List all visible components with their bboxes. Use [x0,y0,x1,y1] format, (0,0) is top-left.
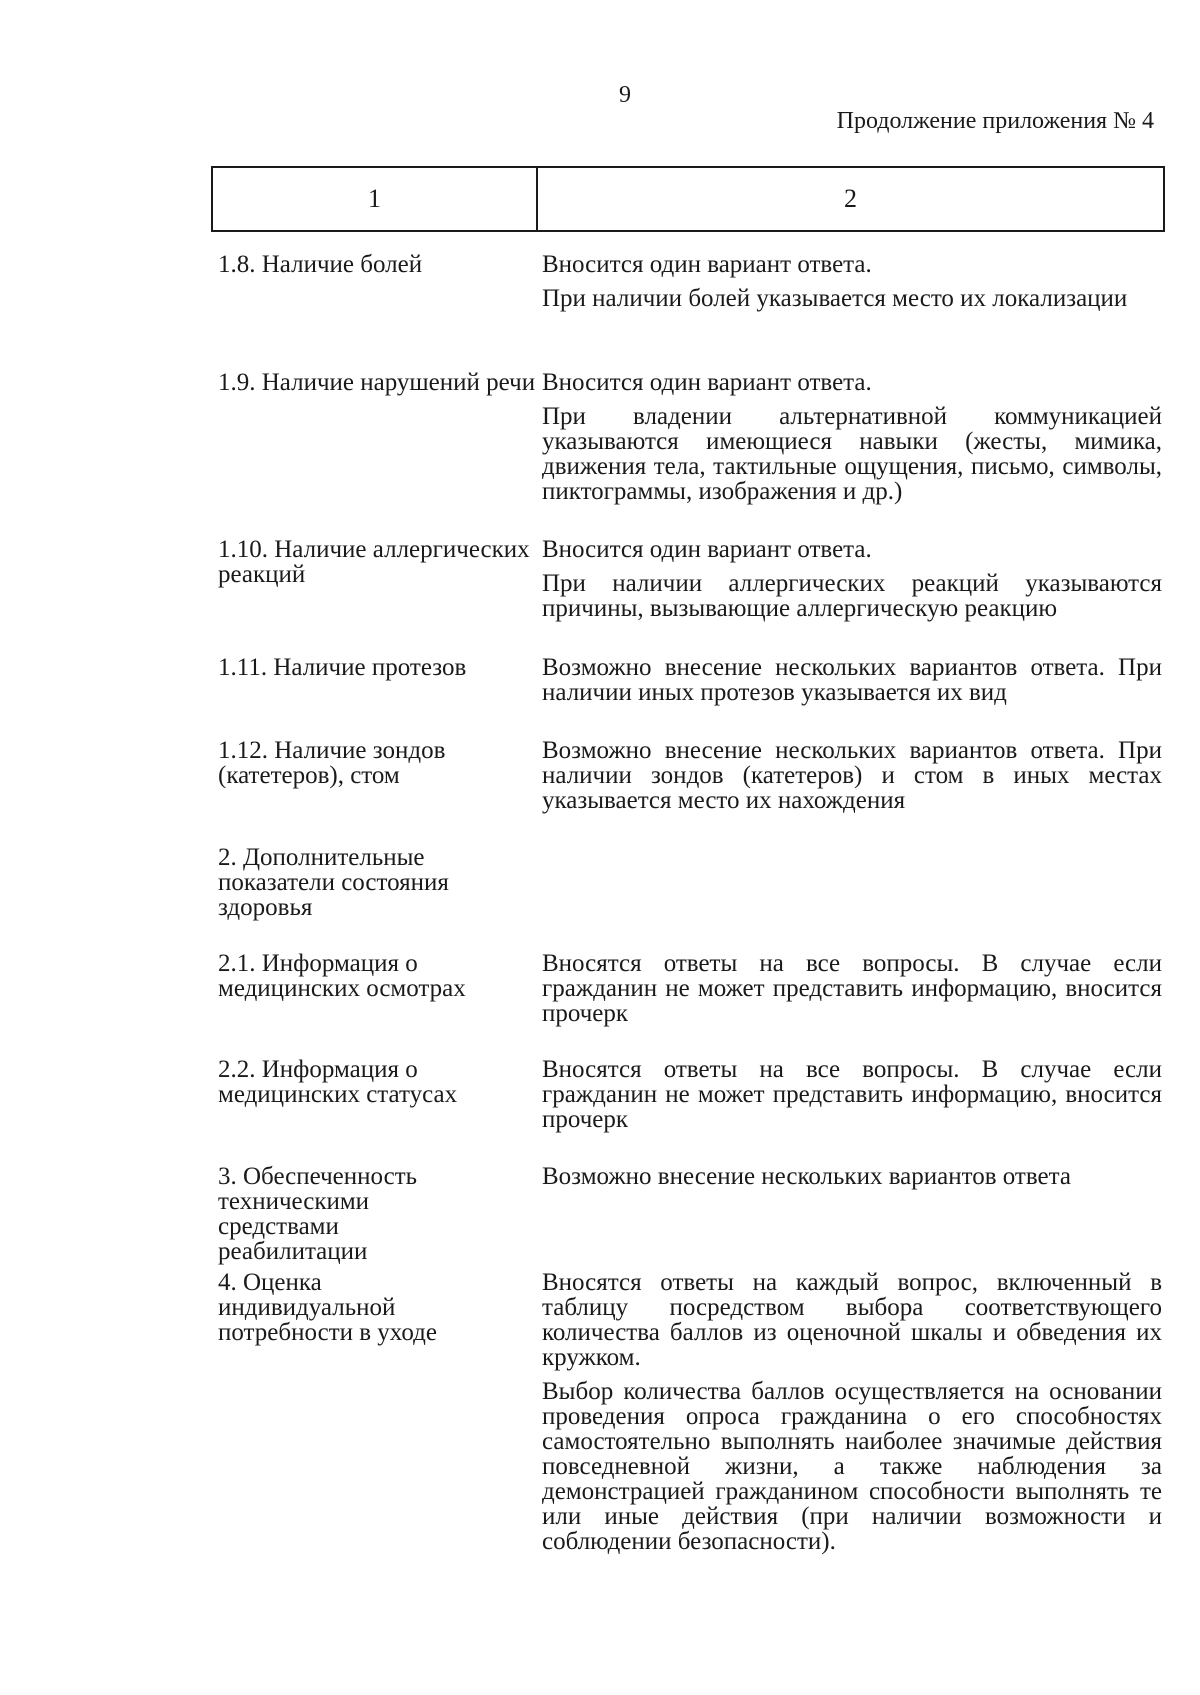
description-paragraph: Вносятся ответы на все вопросы. В случае если гражданин не может представить информацию, вносится прочерк [542,950,1162,1027]
description-paragraph: Вносится один вариант ответа. [542,369,872,396]
row-label: 1.8. Наличие болей [218,251,423,278]
description-paragraph: Вносятся ответы на все вопросы. В случае если гражданин не может представить информацию, вносится прочерк [542,1056,1162,1133]
header-col-2: 2 [844,184,857,213]
row-description [542,370,1162,504]
description-paragraph: При наличии аллергических реакций указываются причины, вызывающие аллергическую реакцию [542,570,1162,622]
row-label: 1.10. Наличие аллергических реакций [218,536,530,588]
row-description [542,537,1162,621]
description-paragraph: Возможно внесение нескольких вариантов ответа. При наличии зондов (катетеров) и стом в иных местах указывается место их нахождения [542,737,1162,814]
row-description [542,1164,1162,1189]
row-label: 2.2. Информация о медицинских статусах [218,1056,458,1108]
page-number: 9 [619,82,631,108]
description-paragraph: Вносятся ответы на каждый вопрос, включенный в таблицу посредством выбора соответствующего количества баллов из оценочной шкалы и обведения их кружком. [542,1269,1162,1371]
row-description [542,738,1162,813]
row-description [542,1057,1162,1132]
row-label: 1.9. Наличие нарушений речи [218,369,536,396]
table-header [211,166,1165,232]
row-label: 3. Обеспеченность техническими средствами реабилитации [218,1163,418,1265]
header-col-1: 1 [213,168,538,230]
row-label: 2. Дополнительные показатели состояния здоровья [218,844,449,921]
row-description [542,252,1162,311]
row-label: 2.1. Информация о медицинских осмотрах [218,950,466,1002]
row-label: 1.11. Наличие протезов [218,654,467,681]
description-paragraph: Выбор количества баллов осуществляется на основании проведения опроса гражданина о его способностях самостоятельно выполнять наиболее значимые действия повседневной жизни, а также наблюдения за демонстрацией гражданином способности выполнять те или иные действия (при наличии возможности и соблюдении безопасности). [542,1378,1162,1555]
description-paragraph: Вносится один вариант ответа. [542,536,872,563]
description-paragraph: Вносится один вариант ответа. [542,251,872,278]
row-label: 1.12. Наличие зондов (катетеров), стом [218,737,446,789]
row-description [542,951,1162,1026]
row-description [542,655,1162,705]
appendix-caption: Продолжение приложения № 4 [836,108,1154,134]
row-description [542,1270,1162,1554]
row-label: 4. Оценка индивидуальной потребности в уходе [218,1269,437,1346]
description-paragraph: При владении альтернативной коммуникацией указываются имеющиеся навыки (жесты, мимика, движения тела, тактильные ощущения, письмо, символы, пиктограммы, изображения и др.) [542,403,1162,505]
description-paragraph: Возможно внесение нескольких вариантов ответа. При наличии иных протезов указывается их вид [542,654,1162,706]
description-paragraph: Возможно внесение нескольких вариантов ответа [542,1163,1071,1190]
description-paragraph: При наличии болей указывается место их локализации [542,285,1128,312]
